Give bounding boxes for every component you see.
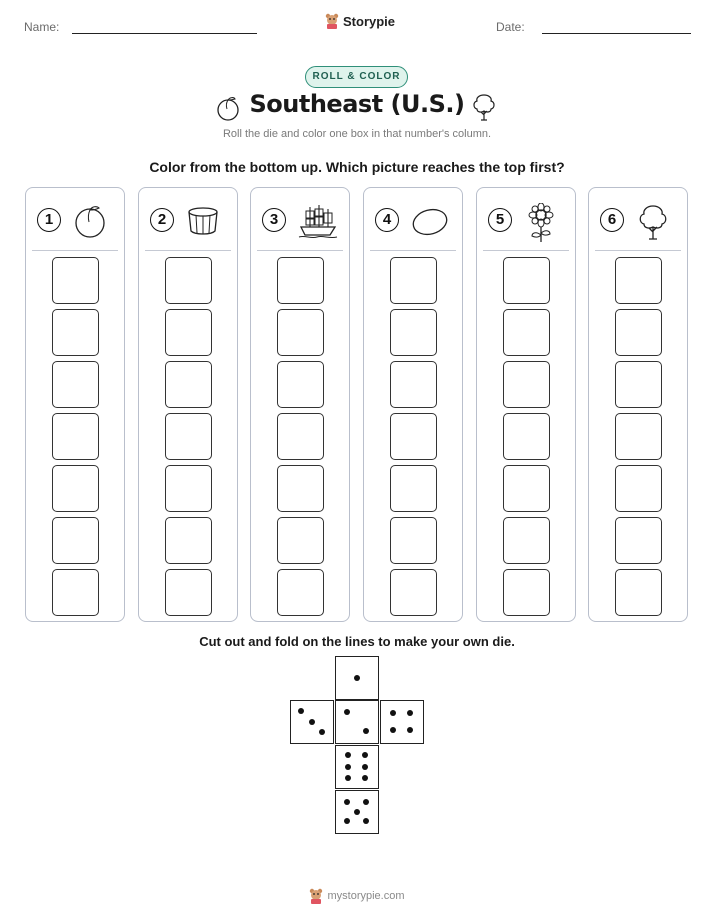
color-box[interactable] — [503, 361, 550, 408]
column-divider — [32, 250, 118, 251]
color-box[interactable] — [503, 517, 550, 564]
color-box[interactable] — [52, 465, 99, 512]
die-face[interactable] — [290, 700, 334, 744]
die-pip — [362, 764, 368, 770]
column-divider — [370, 250, 456, 251]
tree-icon — [635, 203, 671, 241]
column-2 — [138, 187, 238, 622]
sunflower-icon — [523, 203, 559, 243]
die-pip — [344, 709, 350, 715]
column-5 — [476, 187, 576, 622]
column-1 — [25, 187, 125, 622]
color-box[interactable] — [277, 465, 324, 512]
name-line[interactable] — [72, 33, 257, 34]
color-box[interactable] — [503, 413, 550, 460]
column-number: 4 — [375, 208, 399, 232]
die-pip — [390, 710, 396, 716]
column-6 — [588, 187, 688, 622]
die-pip — [363, 818, 369, 824]
die-face[interactable] — [335, 700, 379, 744]
color-box[interactable] — [165, 569, 212, 616]
die-pip — [363, 799, 369, 805]
color-box[interactable] — [615, 465, 662, 512]
die-pip — [344, 799, 350, 805]
color-box[interactable] — [52, 257, 99, 304]
color-box[interactable] — [277, 413, 324, 460]
die-net — [290, 656, 424, 834]
color-box[interactable] — [503, 309, 550, 356]
pecan-icon — [410, 203, 450, 239]
column-divider — [483, 250, 569, 251]
color-box[interactable] — [277, 257, 324, 304]
brand-logo — [325, 13, 395, 29]
color-box[interactable] — [615, 309, 662, 356]
date-line[interactable] — [542, 33, 691, 34]
color-box[interactable] — [277, 517, 324, 564]
color-box[interactable] — [277, 361, 324, 408]
column-header — [251, 188, 349, 250]
peach-icon — [72, 203, 108, 239]
color-box[interactable] — [52, 413, 99, 460]
die-face[interactable] — [335, 745, 379, 789]
basket-icon — [185, 203, 221, 239]
die-pip — [354, 809, 360, 815]
color-box[interactable] — [503, 257, 550, 304]
color-box[interactable] — [52, 517, 99, 564]
bear-icon — [325, 13, 339, 29]
color-box[interactable] — [165, 257, 212, 304]
color-box[interactable] — [390, 361, 437, 408]
color-box[interactable] — [277, 569, 324, 616]
column-divider — [145, 250, 231, 251]
color-box[interactable] — [390, 309, 437, 356]
color-box[interactable] — [277, 309, 324, 356]
column-header — [139, 188, 237, 250]
die-pip — [362, 752, 368, 758]
column-header — [364, 188, 462, 250]
column-divider — [595, 250, 681, 251]
color-box[interactable] — [390, 413, 437, 460]
ship-icon — [297, 203, 339, 239]
die-pip — [345, 752, 351, 758]
color-box[interactable] — [390, 569, 437, 616]
color-box[interactable] — [503, 465, 550, 512]
column-number: 6 — [600, 208, 624, 232]
name-label: Name: — [24, 20, 60, 34]
color-box[interactable] — [165, 517, 212, 564]
column-header — [477, 188, 575, 250]
color-box[interactable] — [615, 361, 662, 408]
color-box[interactable] — [52, 309, 99, 356]
die-face[interactable] — [335, 790, 379, 834]
die-pip — [363, 728, 369, 734]
color-box[interactable] — [615, 257, 662, 304]
date-label: Date: — [496, 20, 525, 34]
die-pip — [319, 729, 325, 735]
color-box[interactable] — [165, 309, 212, 356]
column-divider — [257, 250, 343, 251]
column-4 — [363, 187, 463, 622]
column-number: 1 — [37, 208, 61, 232]
color-box[interactable] — [390, 517, 437, 564]
color-box[interactable] — [165, 465, 212, 512]
die-pip — [309, 719, 315, 725]
die-face[interactable] — [380, 700, 424, 744]
column-number: 3 — [262, 208, 286, 232]
subtitle: Roll the die and color one box in that number's column. — [222, 128, 492, 140]
footer — [0, 888, 714, 904]
color-box[interactable] — [52, 361, 99, 408]
brand-name: Storypie — [343, 13, 396, 29]
color-box[interactable] — [390, 257, 437, 304]
color-box[interactable] — [615, 517, 662, 564]
column-header — [26, 188, 124, 250]
die-pip — [407, 727, 413, 733]
die-pip — [362, 775, 368, 781]
page-title: Southeast (U.S.) — [249, 90, 465, 118]
footer-url: mystorypie.com — [327, 890, 405, 902]
die-pip — [344, 818, 350, 824]
column-number: 2 — [150, 208, 174, 232]
die-face[interactable] — [335, 656, 379, 700]
die-pip — [390, 727, 396, 733]
tree-icon — [470, 92, 498, 122]
color-box[interactable] — [503, 569, 550, 616]
color-box[interactable] — [615, 413, 662, 460]
activity-badge: ROLL & COLOR — [305, 66, 408, 88]
die-instruction: Cut out and fold on the lines to make your own die. — [199, 634, 515, 649]
die-pip — [345, 775, 351, 781]
die-pip — [407, 710, 413, 716]
instruction: Color from the bottom up. Which picture reaches the top first? — [149, 159, 565, 175]
column-number: 5 — [488, 208, 512, 232]
color-box[interactable] — [615, 569, 662, 616]
column-3 — [250, 187, 350, 622]
color-box[interactable] — [165, 361, 212, 408]
color-box[interactable] — [165, 413, 212, 460]
bear-icon — [309, 888, 323, 904]
color-box[interactable] — [52, 569, 99, 616]
die-pip — [298, 708, 304, 714]
column-header — [589, 188, 687, 250]
die-pip — [345, 764, 351, 770]
color-box[interactable] — [390, 465, 437, 512]
die-pip — [354, 675, 360, 681]
